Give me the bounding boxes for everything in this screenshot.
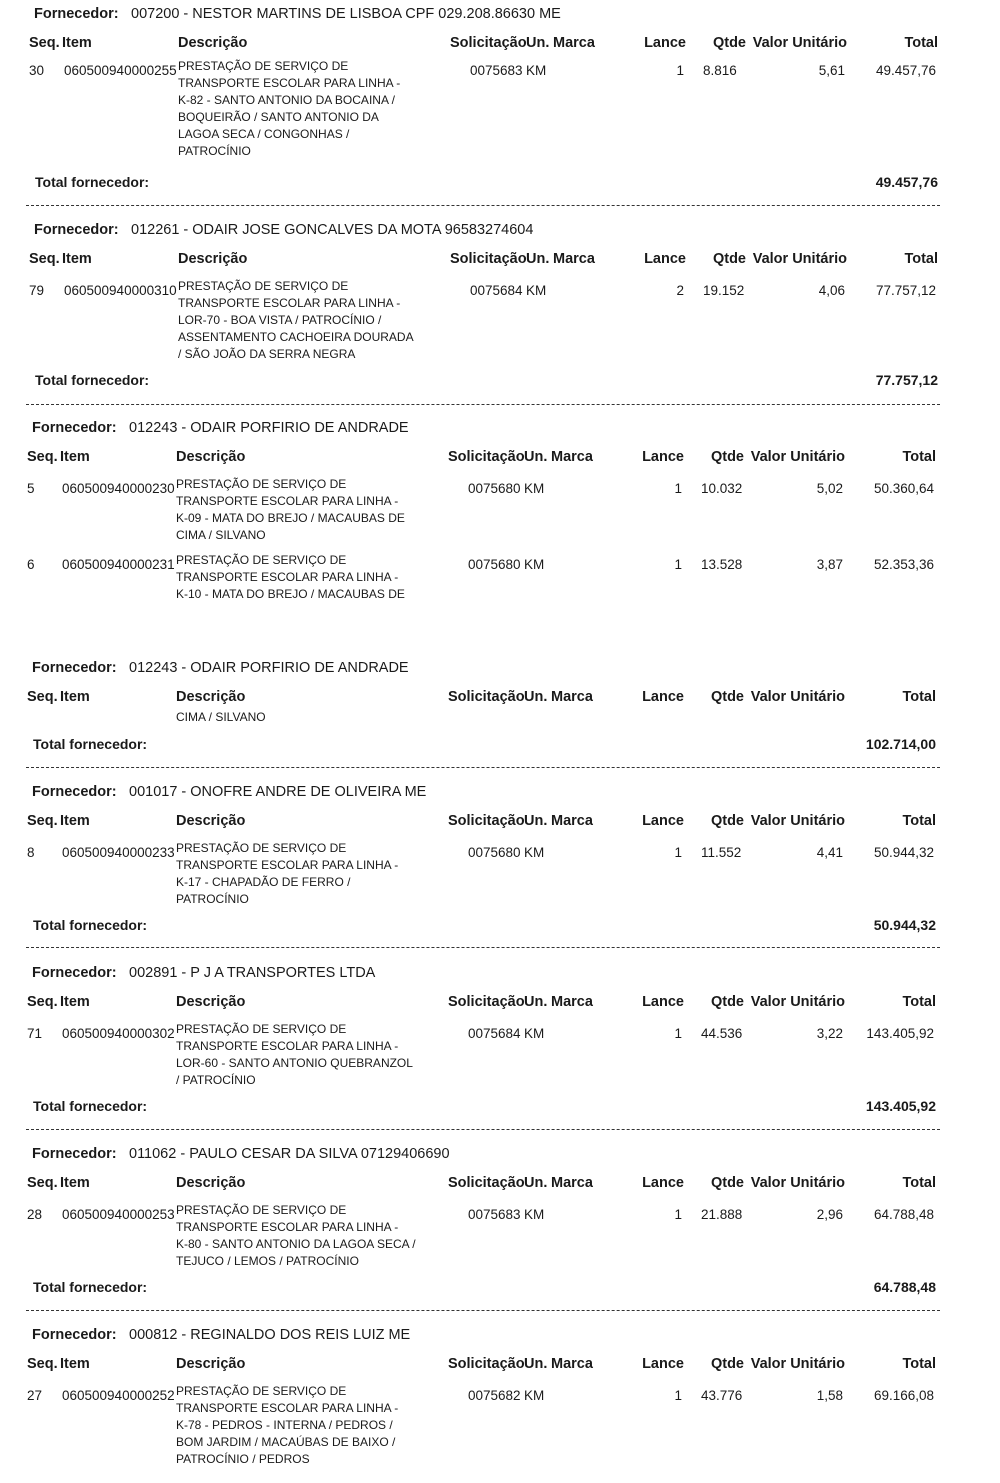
- col-header-item: Item: [60, 1175, 90, 1191]
- cell-qtde: 11.552: [701, 845, 742, 860]
- cell-total: 49.457,76: [875, 63, 936, 78]
- col-header-qtde: Qtde: [710, 1356, 744, 1372]
- col-header-descricao: Descrição: [176, 994, 246, 1010]
- cell-valor-unitario: 3,87: [816, 557, 843, 572]
- col-header-total: Total: [902, 994, 936, 1010]
- col-header-un: Un.: [524, 1175, 548, 1191]
- total-fornecedor-value: 77.757,12: [875, 372, 938, 388]
- supplier-name: 011062 - PAULO CESAR DA SILVA 07129406690: [129, 1146, 450, 1162]
- col-header-un: Un.: [524, 449, 548, 465]
- col-header-valor-unitario: Valor Unitário: [752, 251, 847, 267]
- cell-solicitacao: 0075680: [468, 845, 521, 860]
- col-header-valor-unitario: Valor Unitário: [750, 449, 845, 465]
- cell-item-code: 060500940000255: [64, 63, 177, 78]
- col-header-lance: Lance: [642, 994, 684, 1010]
- cell-qtde: 21.888: [701, 1207, 743, 1222]
- col-header-qtde: Qtde: [710, 813, 744, 829]
- col-header-seq: Seq.: [27, 1175, 58, 1191]
- supplier-name: 012243 - ODAIR PORFIRIO DE ANDRADE: [129, 420, 409, 436]
- total-fornecedor-label: Total fornecedor:: [33, 917, 148, 933]
- cell-lance: 1: [674, 1207, 682, 1222]
- cell-seq: 79: [29, 283, 45, 298]
- section-divider: [26, 947, 940, 948]
- cell-descricao: PRESTAÇÃO DE SERVIÇO DE TRANSPORTE ESCOLAR PARA LINHA - LOR-70 - BOA VISTA / PATROCÍNIO / ASSENTAMENTO CACHOEIRA DOURADA / SÃO JOÃO DA SERRA NEGRA: [178, 279, 414, 361]
- cell-item-code: 060500940000252: [62, 1388, 175, 1403]
- supplier-label: Fornecedor:: [32, 660, 117, 676]
- col-header-solicitacao: Solicitação: [448, 689, 525, 705]
- col-header-marca: Marca: [551, 689, 593, 705]
- supplier-label: Fornecedor:: [34, 6, 119, 22]
- col-header-seq: Seq.: [27, 1356, 58, 1372]
- cell-item-code: 060500940000302: [62, 1026, 175, 1041]
- cell-lance: 1: [674, 481, 682, 496]
- cell-un: KM: [524, 845, 545, 860]
- col-header-lance: Lance: [642, 689, 684, 705]
- cell-item-code: 060500940000253: [62, 1207, 175, 1222]
- total-fornecedor-label: Total fornecedor:: [33, 1279, 148, 1295]
- col-header-seq: Seq.: [29, 35, 60, 51]
- col-header-item: Item: [62, 251, 92, 267]
- cell-lance: 2: [676, 283, 684, 298]
- cell-solicitacao: 0075680: [468, 481, 521, 496]
- section-divider: [26, 205, 940, 206]
- col-header-un: Un.: [524, 813, 548, 829]
- supplier-name: 012261 - ODAIR JOSE GONCALVES DA MOTA 96583274604: [131, 222, 534, 238]
- section-divider: [26, 1129, 940, 1130]
- cell-total: 64.788,48: [873, 1207, 934, 1222]
- col-header-item: Item: [60, 994, 90, 1010]
- cell-seq: 71: [27, 1026, 43, 1041]
- cell-qtde: 43.776: [701, 1388, 743, 1403]
- col-header-descricao: Descrição: [176, 1356, 246, 1372]
- col-header-qtde: Qtde: [712, 35, 746, 51]
- supplier-name: 007200 - NESTOR MARTINS DE LISBOA CPF 029.208.86630 ME: [131, 6, 561, 22]
- table-row: [0, 1202, 1000, 1203]
- table-row: [0, 476, 1000, 477]
- col-header-valor-unitario: Valor Unitário: [750, 1356, 845, 1372]
- col-header-solicitacao: Solicitação: [450, 251, 527, 267]
- col-header-un: Un.: [524, 1356, 548, 1372]
- section-divider: [26, 767, 940, 768]
- table-row: [0, 1021, 1000, 1022]
- col-header-item: Item: [60, 1356, 90, 1372]
- col-header-item: Item: [60, 449, 90, 465]
- col-header-marca: Marca: [551, 1175, 593, 1191]
- table-row: [0, 840, 1000, 841]
- cell-lance: 1: [674, 1026, 682, 1041]
- col-header-solicitacao: Solicitação: [450, 35, 527, 51]
- cell-item-code: 060500940000231: [62, 557, 175, 572]
- cell-descricao: PRESTAÇÃO DE SERVIÇO DE TRANSPORTE ESCOLAR PARA LINHA - K-10 - MATA DO BREJO / MACAUBAS DE: [176, 553, 405, 601]
- cell-lance: 1: [674, 845, 682, 860]
- col-header-qtde: Qtde: [710, 1175, 744, 1191]
- col-header-item: Item: [62, 35, 92, 51]
- col-header-descricao: Descrição: [178, 251, 248, 267]
- total-fornecedor-label: Total fornecedor:: [35, 372, 150, 388]
- col-header-solicitacao: Solicitação: [448, 1356, 525, 1372]
- col-header-descricao: Descrição: [176, 813, 246, 829]
- col-header-marca: Marca: [553, 35, 595, 51]
- col-header-descricao: Descrição: [176, 449, 246, 465]
- section-divider: [26, 404, 940, 405]
- section-divider: [26, 1310, 940, 1311]
- col-header-un: Un.: [524, 689, 548, 705]
- col-header-total: Total: [902, 1175, 936, 1191]
- supplier-label: Fornecedor:: [32, 420, 117, 436]
- cell-qtde: 19.152: [703, 283, 745, 298]
- cell-total: 50.360,64: [873, 481, 934, 496]
- col-header-solicitacao: Solicitação: [448, 994, 525, 1010]
- col-header-seq: Seq.: [27, 449, 58, 465]
- cell-total: 69.166,08: [873, 1388, 934, 1403]
- col-header-un: Un.: [526, 35, 550, 51]
- cell-solicitacao: 0075682: [468, 1388, 521, 1403]
- col-header-qtde: Qtde: [712, 251, 746, 267]
- total-fornecedor-value: 64.788,48: [873, 1279, 936, 1295]
- cell-item-code: 060500940000233: [62, 845, 175, 860]
- col-header-qtde: Qtde: [710, 994, 744, 1010]
- col-header-lance: Lance: [642, 1175, 684, 1191]
- cell-lance: 1: [676, 63, 684, 78]
- cell-solicitacao: 0075684: [470, 283, 523, 298]
- col-header-valor-unitario: Valor Unitário: [750, 1175, 845, 1191]
- cell-valor-unitario: 3,22: [816, 1026, 843, 1041]
- cell-valor-unitario: 5,02: [816, 481, 843, 496]
- col-header-total: Total: [902, 1356, 936, 1372]
- col-header-seq: Seq.: [27, 994, 58, 1010]
- supplier-label: Fornecedor:: [32, 784, 117, 800]
- cell-descricao: PRESTAÇÃO DE SERVIÇO DE TRANSPORTE ESCOLAR PARA LINHA - LOR-60 - SANTO ANTONIO QUEBRANZOL / PATROCÍNIO: [176, 1022, 413, 1087]
- cell-un: KM: [524, 1026, 545, 1041]
- cell-item-code: 060500940000230: [62, 481, 175, 496]
- col-header-valor-unitario: Valor Unitário: [750, 813, 845, 829]
- cell-descricao: PRESTAÇÃO DE SERVIÇO DE TRANSPORTE ESCOLAR PARA LINHA - K-17 - CHAPADÃO DE FERRO / PATROCÍNIO: [176, 841, 399, 906]
- total-fornecedor-value: 50.944,32: [873, 917, 936, 933]
- col-header-seq: Seq.: [27, 813, 58, 829]
- cell-un: KM: [524, 481, 545, 496]
- cell-seq: 8: [27, 845, 35, 860]
- col-header-total: Total: [902, 449, 936, 465]
- total-fornecedor-value: 49.457,76: [875, 174, 938, 190]
- cell-solicitacao: 0075684: [468, 1026, 521, 1041]
- supplier-label: Fornecedor:: [34, 222, 119, 238]
- col-header-solicitacao: Solicitação: [448, 449, 525, 465]
- cell-qtde: 13.528: [701, 557, 743, 572]
- cell-lance: 1: [674, 1388, 682, 1403]
- cell-seq: 30: [29, 63, 45, 78]
- col-header-total: Total: [904, 35, 938, 51]
- col-header-total: Total: [902, 689, 936, 705]
- col-header-valor-unitario: Valor Unitário: [750, 994, 845, 1010]
- cell-descricao: PRESTAÇÃO DE SERVIÇO DE TRANSPORTE ESCOLAR PARA LINHA - K-80 - SANTO ANTONIO DA LAGOA SECA / TEJUCO / LEMOS / PATROCÍNIO: [176, 1203, 416, 1268]
- col-header-un: Un.: [524, 994, 548, 1010]
- col-header-solicitacao: Solicitação: [448, 1175, 525, 1191]
- cell-qtde: 44.536: [701, 1026, 743, 1041]
- cell-total: 52.353,36: [873, 557, 934, 572]
- cell-descricao: PRESTAÇÃO DE SERVIÇO DE TRANSPORTE ESCOLAR PARA LINHA - K-78 - PEDROS - INTERNA / PEDROS / BOM JARDIM / MACAÚBAS DE BAIXO / PATROCÍNIO / PEDROS: [176, 1384, 399, 1466]
- supplier-label: Fornecedor:: [32, 1327, 117, 1343]
- cell-seq: 6: [27, 557, 35, 572]
- col-header-descricao: Descrição: [178, 35, 248, 51]
- col-header-seq: Seq.: [29, 251, 60, 267]
- table-row: [0, 1383, 1000, 1384]
- cell-solicitacao: 0075683: [468, 1207, 521, 1222]
- col-header-un: Un.: [526, 251, 550, 267]
- cell-descricao-continuation: CIMA / SILVANO: [176, 710, 266, 724]
- cell-descricao: PRESTAÇÃO DE SERVIÇO DE TRANSPORTE ESCOLAR PARA LINHA - K-82 - SANTO ANTONIO DA BOCAINA / BOQUEIRÃO / SANTO ANTONIO DA LAGOA SECA / CONGONHAS / PATROCÍNIO: [178, 59, 401, 158]
- col-header-marca: Marca: [551, 994, 593, 1010]
- col-header-item: Item: [60, 689, 90, 705]
- cell-un: KM: [524, 557, 545, 572]
- table-row: [0, 58, 1000, 59]
- col-header-item: Item: [60, 813, 90, 829]
- total-fornecedor-label: Total fornecedor:: [35, 174, 150, 190]
- col-header-valor-unitario: Valor Unitário: [750, 689, 845, 705]
- col-header-descricao: Descrição: [176, 689, 246, 705]
- cell-solicitacao: 0075683: [470, 63, 523, 78]
- total-fornecedor-value: 143.405,92: [865, 1098, 936, 1114]
- col-header-valor-unitario: Valor Unitário: [752, 35, 847, 51]
- cell-un: KM: [524, 1207, 545, 1222]
- cell-seq: 5: [27, 481, 35, 496]
- total-fornecedor-value: 102.714,00: [865, 736, 936, 752]
- cell-total: 143.405,92: [866, 1026, 934, 1041]
- total-fornecedor-label: Total fornecedor:: [33, 1098, 148, 1114]
- cell-total: 50.944,32: [873, 845, 934, 860]
- col-header-solicitacao: Solicitação: [448, 813, 525, 829]
- col-header-total: Total: [902, 813, 936, 829]
- col-header-lance: Lance: [644, 35, 686, 51]
- table-row: [0, 278, 1000, 279]
- col-header-qtde: Qtde: [710, 689, 744, 705]
- col-header-marca: Marca: [551, 813, 593, 829]
- supplier-name: 012243 - ODAIR PORFIRIO DE ANDRADE: [129, 660, 409, 676]
- cell-valor-unitario: 1,58: [816, 1388, 843, 1403]
- col-header-seq: Seq.: [27, 689, 58, 705]
- col-header-marca: Marca: [553, 251, 595, 267]
- cell-item-code: 060500940000310: [64, 283, 177, 298]
- table-row: [0, 552, 1000, 553]
- col-header-descricao: Descrição: [176, 1175, 246, 1191]
- cell-un: KM: [524, 1388, 545, 1403]
- cell-solicitacao: 0075680: [468, 557, 521, 572]
- cell-descricao: PRESTAÇÃO DE SERVIÇO DE TRANSPORTE ESCOLAR PARA LINHA - K-09 - MATA DO BREJO / MACAUBAS DE CIMA / SILVANO: [176, 477, 405, 542]
- supplier-label: Fornecedor:: [32, 1146, 117, 1162]
- cell-qtde: 10.032: [701, 481, 743, 496]
- supplier-name: 000812 - REGINALDO DOS REIS LUIZ ME: [129, 1327, 411, 1343]
- cell-lance: 1: [674, 557, 682, 572]
- col-header-qtde: Qtde: [710, 449, 744, 465]
- cell-valor-unitario: 4,41: [816, 845, 843, 860]
- supplier-name: 001017 - ONOFRE ANDRE DE OLIVEIRA ME: [129, 784, 427, 800]
- supplier-name: 002891 - P J A TRANSPORTES LTDA: [129, 965, 376, 981]
- col-header-lance: Lance: [644, 251, 686, 267]
- cell-un: KM: [526, 283, 547, 298]
- cell-valor-unitario: 2,96: [816, 1207, 843, 1222]
- col-header-lance: Lance: [642, 813, 684, 829]
- col-header-marca: Marca: [551, 449, 593, 465]
- col-header-marca: Marca: [551, 1356, 593, 1372]
- cell-valor-unitario: 4,06: [818, 283, 845, 298]
- cell-un: KM: [526, 63, 547, 78]
- cell-valor-unitario: 5,61: [818, 63, 845, 78]
- supplier-label: Fornecedor:: [32, 965, 117, 981]
- cell-seq: 27: [27, 1388, 43, 1403]
- col-header-total: Total: [904, 251, 938, 267]
- cell-seq: 28: [27, 1207, 43, 1222]
- cell-qtde: 8.816: [703, 63, 737, 78]
- col-header-lance: Lance: [642, 1356, 684, 1372]
- cell-total: 77.757,12: [875, 283, 936, 298]
- col-header-lance: Lance: [642, 449, 684, 465]
- total-fornecedor-label: Total fornecedor:: [33, 736, 148, 752]
